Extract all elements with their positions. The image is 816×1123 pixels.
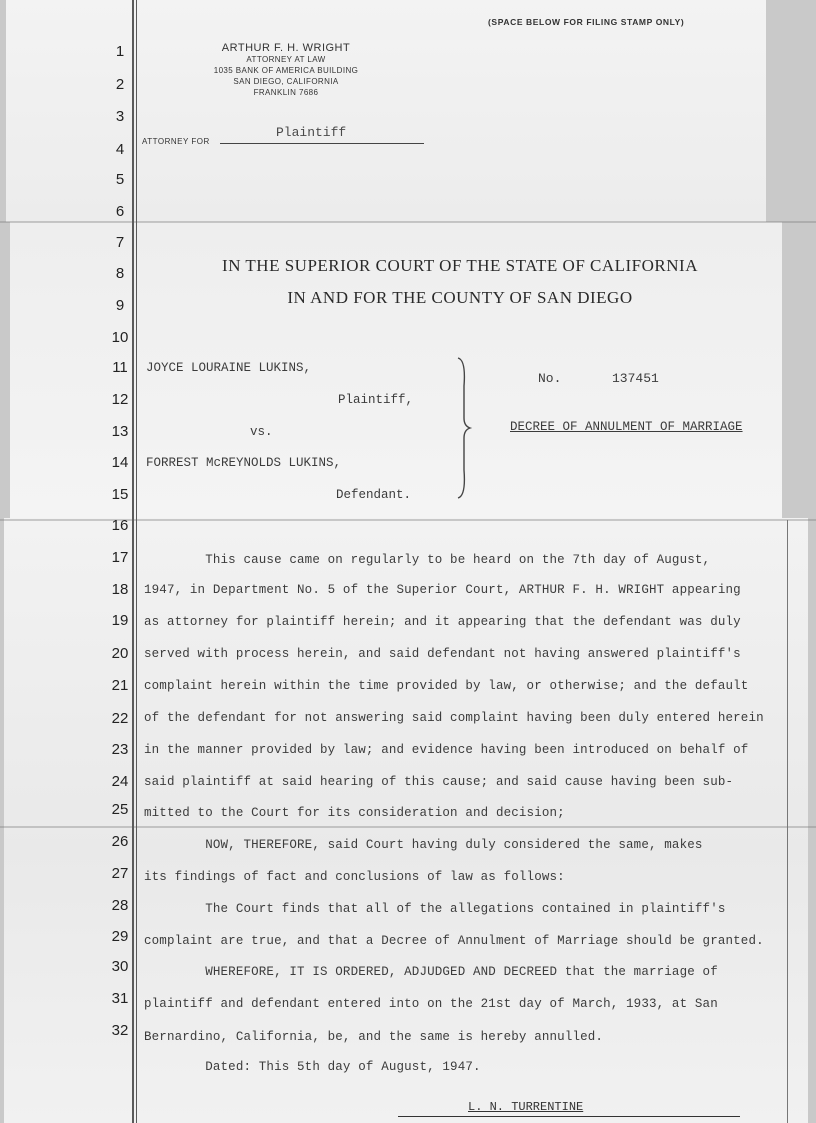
line-number: 14 [111, 454, 129, 471]
line-number: 5 [115, 171, 125, 188]
line-number: 3 [115, 108, 125, 125]
attorney-city: SAN DIEGO, CALIFORNIA [233, 77, 339, 86]
case-number: 137451 [612, 371, 659, 386]
body-line: Dated: This 5th day of August, 1947. [144, 1060, 481, 1074]
attorney-for-label: ATTORNEY FOR [142, 137, 210, 146]
line-number: 17 [111, 549, 129, 566]
versus-label: vs. [250, 425, 273, 439]
plaintiff-label: Plaintiff, [338, 393, 414, 407]
paper-fold [0, 221, 816, 223]
filing-stamp-label: (SPACE BELOW FOR FILING STAMP ONLY) [488, 17, 685, 27]
judge-signature: L. N. TURRENTINE [468, 1100, 584, 1114]
body-line: in the manner provided by law; and evidence having been introduced on behalf of [144, 743, 749, 757]
body-line: of the defendant for not answering said complaint having been duly entered herein [144, 711, 764, 725]
defendant-label: Defendant. [336, 488, 412, 502]
document-title: DECREE OF ANNULMENT OF MARRIAGE [510, 420, 743, 434]
court-heading-line-1: IN THE SUPERIOR COURT OF THE STATE OF CALIFORNIA [222, 256, 698, 275]
case-number-label: No. [538, 371, 562, 386]
body-line: served with process herein, and said defendant not having answered plaintiff's [144, 647, 741, 661]
line-number: 18 [111, 581, 129, 598]
signature-line [398, 1116, 740, 1117]
attorney-title: ATTORNEY AT LAW [246, 55, 326, 64]
line-number: 27 [111, 865, 129, 882]
line-number: 12 [111, 391, 129, 408]
plaintiff-name: JOYCE LOURAINE LUKINS, [146, 361, 312, 375]
body-line: said plaintiff at said hearing of this cause; and said cause having been sub- [144, 775, 734, 789]
paper-fold [0, 826, 816, 828]
body-line: 1947, in Department No. 5 of the Superior Court, ARTHUR F. H. WRIGHT appearing [144, 583, 741, 597]
body-line: Bernardino, California, be, and the same is hereby annulled. [144, 1030, 604, 1044]
attorney-for-underline [220, 143, 424, 144]
line-number: 1 [115, 43, 125, 60]
line-number: 19 [111, 612, 129, 629]
attorney-phone: FRANKLIN 7686 [253, 88, 319, 97]
line-number: 32 [111, 1022, 129, 1039]
line-number: 25 [111, 801, 129, 818]
line-number: 23 [111, 741, 129, 758]
line-number: 28 [111, 897, 129, 914]
line-number: 8 [115, 265, 125, 282]
line-number: 9 [115, 297, 125, 314]
defendant-name: FORREST McREYNOLDS LUKINS, [146, 456, 342, 470]
attorney-for-value: Plaintiff [276, 125, 347, 140]
line-number: 13 [111, 423, 129, 440]
right-margin-rule [787, 520, 788, 1123]
body-line: complaint herein within the time provided by law, or otherwise; and the default [144, 679, 749, 693]
body-line: NOW, THEREFORE, said Court having duly considered the same, makes [144, 838, 703, 852]
attorney-name: ARTHUR F. H. WRIGHT [221, 42, 351, 54]
line-number: 26 [111, 833, 129, 850]
line-number: 6 [115, 203, 125, 220]
line-number: 10 [111, 329, 129, 346]
line-number: 30 [111, 958, 129, 975]
line-number: 20 [111, 645, 129, 662]
line-number: 21 [111, 677, 129, 694]
line-number: 2 [115, 76, 125, 93]
line-number: 15 [111, 486, 129, 503]
line-number: 16 [111, 517, 129, 534]
caption-brace [456, 356, 476, 500]
body-line: mitted to the Court for its consideration and decision; [144, 806, 565, 820]
line-number: 22 [111, 710, 129, 727]
line-number: 11 [112, 359, 128, 376]
line-number: 4 [115, 141, 125, 158]
letterhead [196, 42, 376, 98]
line-number: 24 [111, 773, 129, 790]
body-line: plaintiff and defendant entered into on the 21st day of March, 1933, at San [144, 997, 718, 1011]
line-number: 31 [111, 990, 129, 1007]
body-line: WHEREFORE, IT IS ORDERED, ADJUDGED AND DECREED that the marriage of [144, 965, 718, 979]
body-line: its findings of fact and conclusions of law as follows: [144, 870, 565, 884]
body-line: as attorney for plaintiff herein; and it appearing that the defendant was duly [144, 615, 741, 629]
body-line: complaint are true, and that a Decree of Annulment of Marriage should be granted. [144, 934, 764, 948]
attorney-building: 1035 BANK OF AMERICA BUILDING [213, 66, 359, 75]
body-line: This cause came on regularly to be heard on the 7th day of August, [144, 553, 711, 567]
body-line: The Court finds that all of the allegations contained in plaintiff's [144, 902, 726, 916]
line-number: 7 [115, 234, 125, 251]
court-heading-line-2: IN AND FOR THE COUNTY OF SAN DIEGO [287, 288, 633, 307]
line-number: 29 [111, 928, 129, 945]
